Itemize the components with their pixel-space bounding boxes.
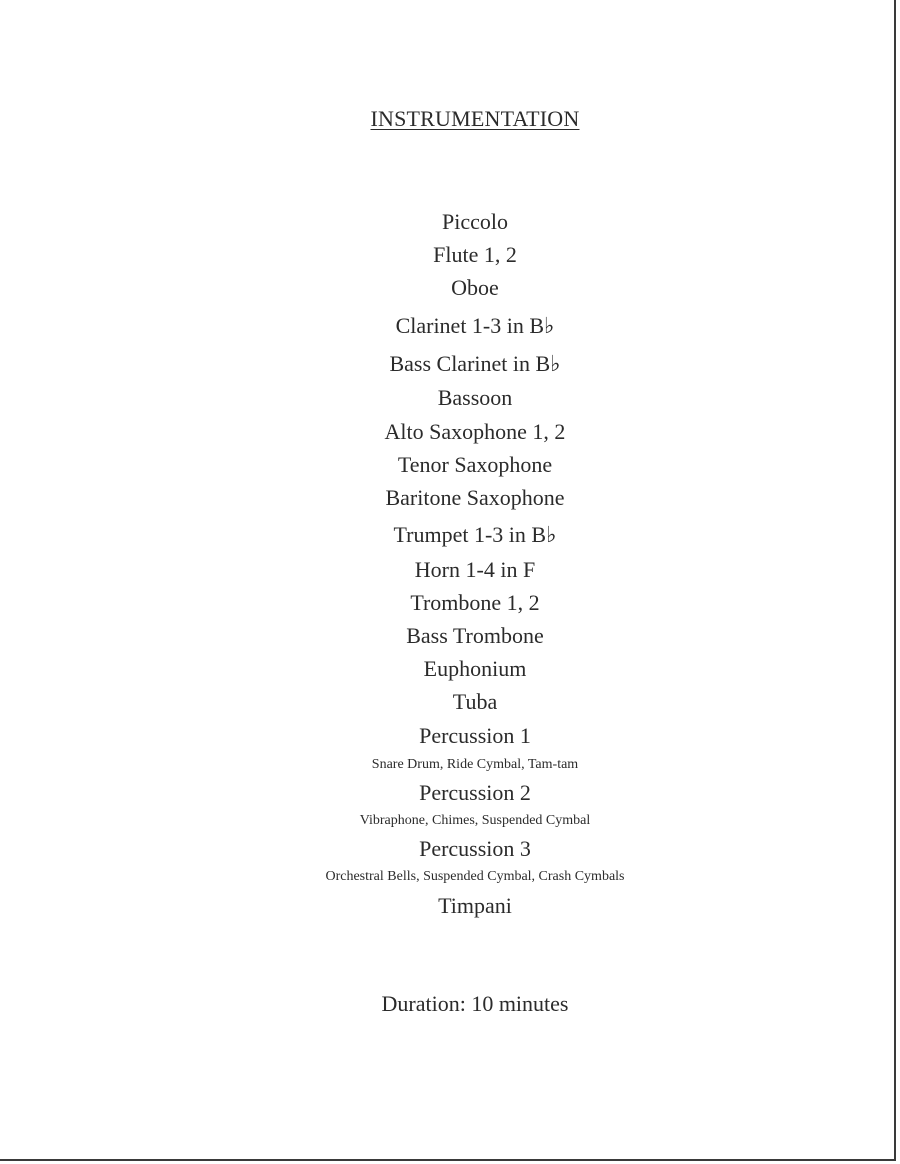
instrument-item: Piccolo xyxy=(442,209,508,234)
instrument-item: Bass Trombone xyxy=(406,623,544,648)
percussion-heading: Percussion 2 xyxy=(419,780,531,805)
instrument-item: Flute 1, 2 xyxy=(433,242,517,267)
instrument-item: Tenor Saxophone xyxy=(397,452,553,477)
instrument-item: Alto Saxophone 1, 2 xyxy=(384,419,566,444)
instrument-item: Euphonium xyxy=(423,656,527,681)
percussion-heading: Percussion 1 xyxy=(419,723,531,748)
percussion-heading: Percussion 3 xyxy=(419,836,531,861)
percussion-instruments: Vibraphone, Chimes, Suspended Cymbal xyxy=(359,813,591,828)
instrument-item: Tuba xyxy=(452,689,498,714)
percussion-instruments: Snare Drum, Ride Cymbal, Tam-tam xyxy=(371,757,579,772)
instrument-item: Baritone Saxophone xyxy=(385,485,565,510)
instrument-item: Trombone 1, 2 xyxy=(410,590,540,615)
instrument-item: Bass Clarinet in B♭ xyxy=(389,351,561,376)
duration-text: Duration: 10 minutes xyxy=(381,991,569,1016)
instrument-item: Horn 1-4 in F xyxy=(414,557,536,582)
instrument-item: Oboe xyxy=(451,275,499,300)
percussion-instruments: Orchestral Bells, Suspended Cymbal, Crash Cymbals xyxy=(325,869,625,884)
instrument-item: Bassoon xyxy=(437,385,513,410)
instrument-item: Trumpet 1-3 in B♭ xyxy=(393,522,557,547)
instrument-item: Timpani xyxy=(438,893,512,918)
page-title: INSTRUMENTATION xyxy=(370,106,580,131)
instrument-item: Clarinet 1-3 in B♭ xyxy=(395,313,555,338)
